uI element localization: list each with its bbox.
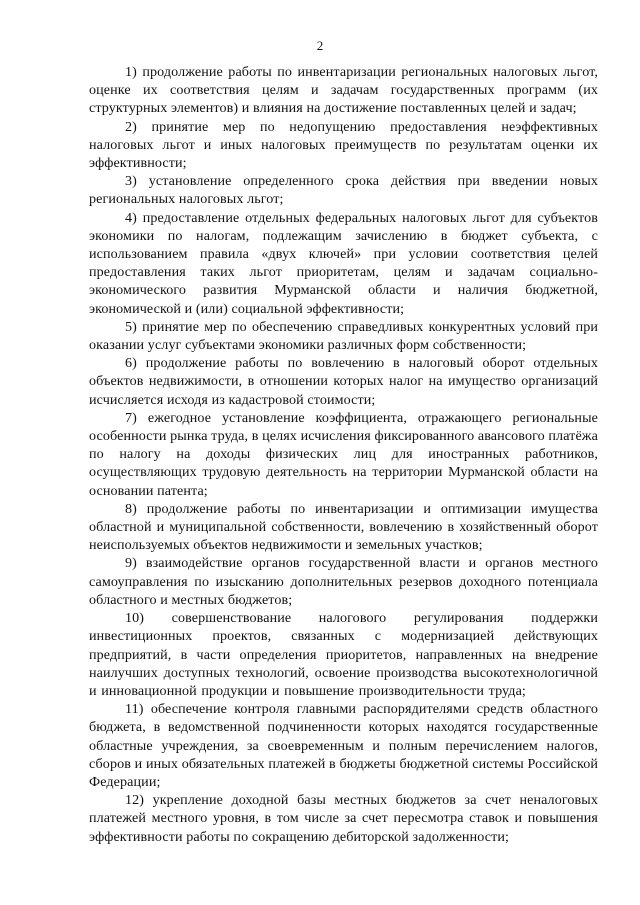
list-item: 7) ежегодное установление коэффициента, отражающего региональные особенности рынка труда, в целях исчисления фиксированного авансового платёжа по налогу на доходы физических лиц для иностранных работников, осуществляющих трудовую деятельность на территории Мурманской области на основании патента;	[89, 409, 598, 499]
list-item: 3) установление определенного срока действия при введении новых региональных налоговых льгот;	[89, 173, 598, 208]
list-item: 12) укрепление доходной базы местных бюджетов за счет неналоговых платежей местного уровня, в том числе за счет пересмотра ставок и повышения эффективности работы по сокращению дебиторской задолженности;	[89, 792, 598, 845]
list-item: 11) обеспечение контроля главными распорядителями средств областного бюджета, в ведомственной подчиненности которых находятся государственные областные учреждения, за своевременным и полным перечислением налогов, сборов и иных обязательных платежей в бюджеты бюджетной системы Российской Федерации;	[89, 701, 598, 790]
list-item: 2) принятие мер по недопущению предоставления неэффективных налоговых льгот и иных налоговых преимуществ по результатам оценки их эффективности;	[89, 118, 598, 172]
document-body	[89, 63, 598, 846]
list-item: 4) предоставление отдельных федеральных налоговых льгот для субъектов экономики по налогам, подлежащим зачислению в бюджет субъекта, с использованием правила «двух ключей» при условии соответствия целей предоставления таких льгот приоритетам, целям и задачам социально-экономического развития Мурманской области и наличия бюджетной, экономической и (или) социальной эффективности;	[89, 209, 598, 317]
list-item: 6) продолжение работы по вовлечению в налоговый оборот отдельных объектов недвижимости, в отношении которых налог на имущество организаций исчисляется исходя из кадастровой стоимости;	[89, 355, 598, 408]
list-item: 8) продолжение работы по инвентаризации и оптимизации имущества областной и муниципальной собственности, вовлечению в хозяйственный оборот неиспользуемых объектов недвижимости и земельных участков;	[89, 500, 598, 554]
list-item: 5) принятие мер по обеспечению справедливых конкурентных условий при оказании услуг субъектами экономики различных форм собственности;	[89, 318, 598, 354]
page-number: 2	[316, 38, 324, 53]
list-item: 1) продолжение работы по инвентаризации региональных налоговых льгот, оценке их соответствия целям и задачам государственных программ (их структурных элементов) и влияния на достижение поставленных целей и задач;	[89, 64, 598, 117]
list-item: 10) совершенствование налогового регулирования поддержки инвестиционных проектов, связанных с модернизацией действующих предприятий, в части определения приоритетов, направленных на внедрение наилучших доступных технологий, освоение производства высокотехнологичной и инновационной продукции и повышение производительности труда;	[89, 610, 598, 699]
list-item: 9) взаимодействие органов государственной власти и органов местного самоуправления по изысканию дополнительных резервов доходного потенциала областного и местных бюджетов;	[89, 555, 598, 608]
